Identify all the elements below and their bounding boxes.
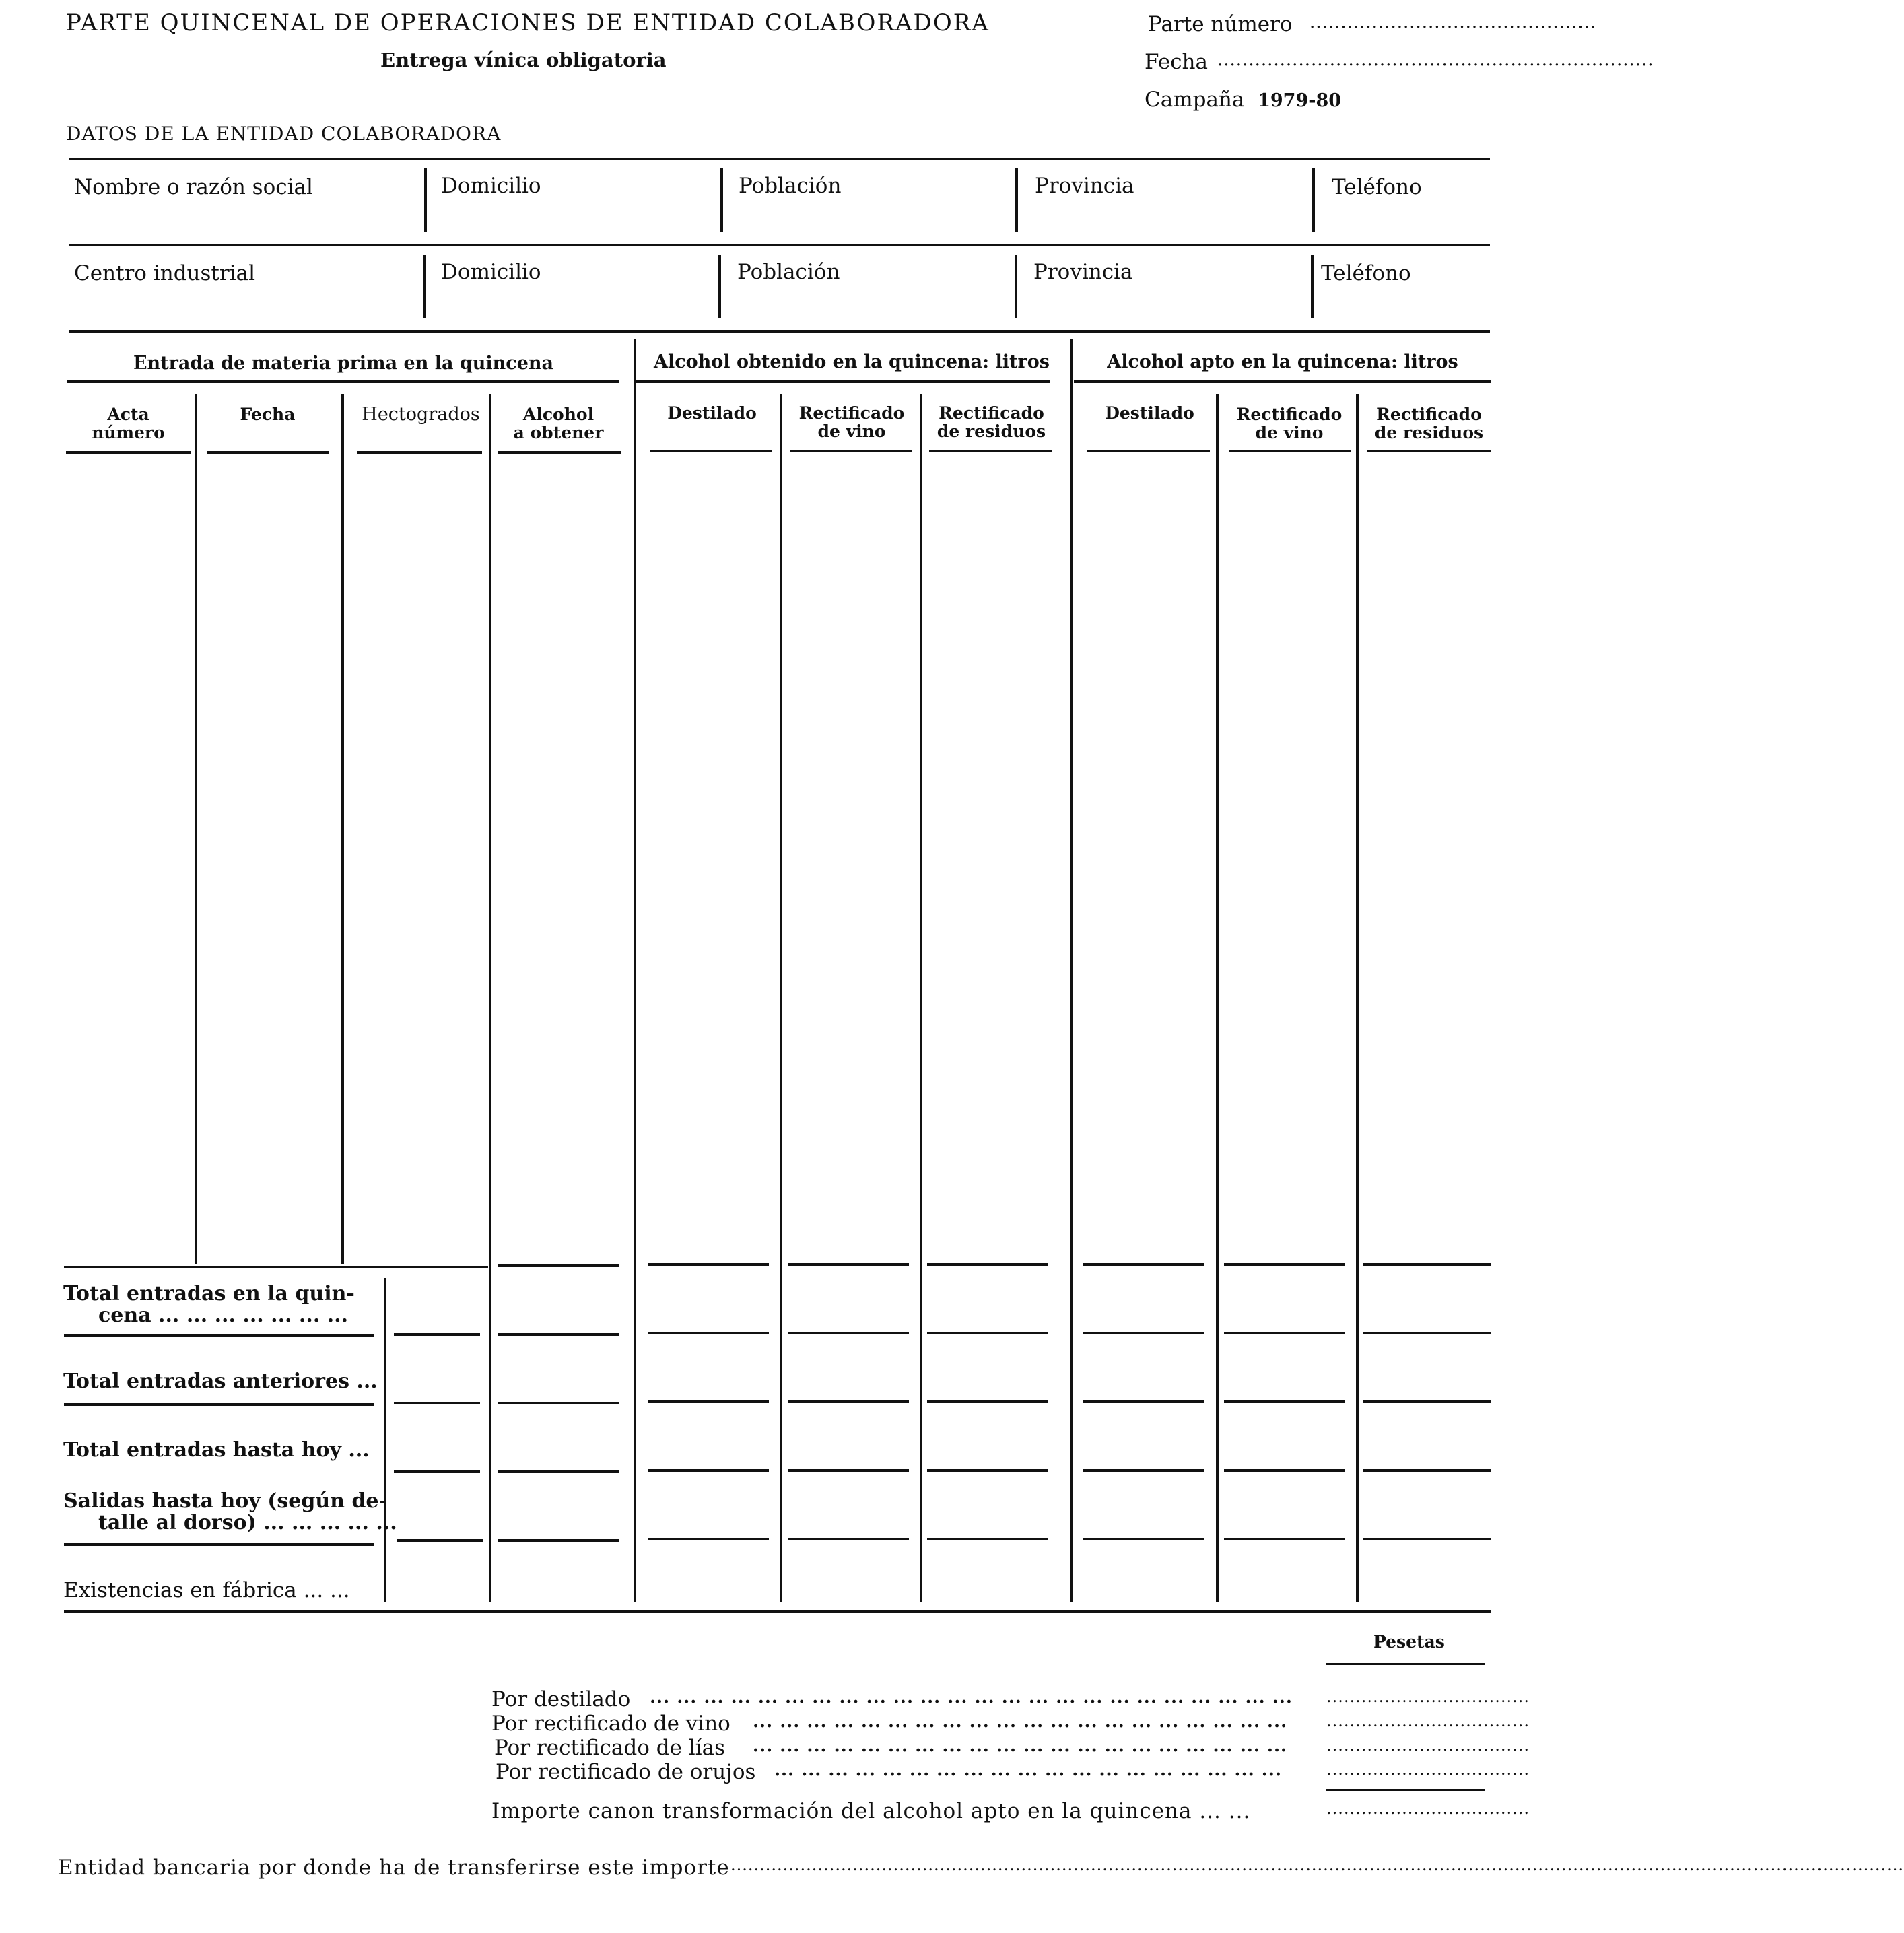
campana-label: Campaña 1979-80 — [1145, 88, 1342, 112]
form-title: PARTE QUINCENAL DE OPERACIONES DE ENTIDAD COLABORADORA — [66, 9, 990, 36]
plant-label[interactable]: Centro industrial — [74, 261, 256, 285]
row-rule — [498, 1470, 619, 1473]
row-rule — [788, 1263, 909, 1266]
col-header-apto-destilado: Destilado — [1105, 403, 1194, 423]
col-header-obt-rect-vino: Rectificado de vino — [798, 403, 905, 441]
row-rule — [648, 1400, 769, 1403]
row-rule — [927, 1263, 1048, 1266]
row-rule — [1083, 1332, 1204, 1334]
bank-field[interactable]: .......................................................................................................................................................................................................... — [730, 1856, 1904, 1874]
fecha-label: Fecha — [1145, 50, 1208, 74]
row-rule — [1083, 1469, 1204, 1472]
row-rule — [788, 1400, 909, 1403]
col-rule — [1087, 450, 1210, 452]
row-rule — [1224, 1332, 1345, 1334]
col-rule — [1367, 450, 1491, 452]
summary-salidas-label: Salidas hasta hoy (según de- talle al dorso) ... ... ... ... ... — [63, 1489, 397, 1534]
group-header-entrada: Entrada de materia prima en la quincena — [133, 353, 554, 374]
row-rule — [648, 1332, 769, 1334]
entity-name-label[interactable]: Nombre o razón social — [74, 175, 313, 199]
table-bottom-rule — [64, 1610, 1491, 1613]
col-rule — [790, 450, 912, 452]
row-rule — [64, 1543, 374, 1546]
leader-dots: ... ... ... ... ... ... ... ... ... ... ... ... ... ... ... ... ... ... ... — [774, 1760, 1282, 1780]
payment-line-rect-lias: Por rectificado de lías — [494, 1736, 725, 1760]
row-rule — [498, 1402, 619, 1404]
row-rule — [397, 1539, 483, 1542]
leader-dots: ... ... ... ... ... ... ... ... ... ... ... ... ... ... ... ... ... ... ... ... ... ... ... ... — [650, 1687, 1293, 1707]
parte-numero-field[interactable]: .............................................. — [1310, 12, 1597, 32]
row-rule — [1363, 1263, 1491, 1266]
row-rule — [1224, 1400, 1345, 1403]
row-rule — [64, 1403, 374, 1406]
summary-total-quincena-label: Total entradas en la quin- cena ... ... ... ... ... ... ... — [63, 1282, 355, 1327]
entity-top-rule — [69, 158, 1490, 160]
col-header-apto-rect-residuos: Rectificado de residuos — [1374, 405, 1484, 442]
row-rule — [1083, 1400, 1204, 1403]
plant-phone-label[interactable]: Teléfono — [1321, 261, 1411, 285]
total-canon-field[interactable]: ................................... — [1326, 1799, 1530, 1818]
divider — [1312, 168, 1315, 232]
row-rule — [1363, 1469, 1491, 1472]
col-rule — [929, 450, 1052, 452]
group-rule — [636, 380, 1050, 383]
group-rule — [1074, 380, 1491, 383]
row-rule — [1224, 1263, 1345, 1266]
amount-rect-orujos-field[interactable]: ................................... — [1326, 1760, 1530, 1779]
row-rule — [498, 1333, 619, 1336]
col-rule — [357, 451, 482, 454]
entry-area[interactable] — [66, 456, 1491, 1261]
row-rule — [788, 1538, 909, 1540]
col-header-fecha: Fecha — [240, 405, 296, 424]
leader-dots: ... ... ... ... ... ... ... ... ... ... ... ... ... ... ... ... ... ... ... ... — [753, 1711, 1288, 1732]
group-rule — [67, 380, 619, 383]
col-header-apto-rect-vino: Rectificado de vino — [1236, 405, 1342, 442]
row-rule — [648, 1469, 769, 1472]
col-header-alcohol-obtener: Alcohol a obtener — [513, 405, 604, 442]
row-rule — [1083, 1263, 1204, 1266]
plant-town-label[interactable]: Población — [737, 260, 840, 284]
payment-line-destilado: Por destilado — [491, 1687, 631, 1711]
col-header-acta: Acta número — [92, 405, 165, 442]
entity-phone-label[interactable]: Teléfono — [1332, 175, 1422, 199]
col-rule — [66, 451, 191, 454]
row-rule — [788, 1469, 909, 1472]
row-rule — [1363, 1400, 1491, 1403]
divider — [1015, 168, 1018, 232]
table-top-rule — [69, 330, 1490, 333]
row-rule — [1363, 1538, 1491, 1540]
pesetas-label: Pesetas — [1373, 1632, 1445, 1652]
col-header-obt-rect-residuos: Rectificado de residuos — [937, 403, 1046, 441]
group-header-obtenido: Alcohol obtenido en la quincena: litros — [654, 351, 1050, 372]
divider — [718, 255, 721, 318]
row-rule — [394, 1470, 480, 1473]
col-header-obt-destilado: Destilado — [667, 403, 757, 423]
row-rule — [1224, 1538, 1345, 1540]
divider — [424, 168, 427, 232]
divider — [1311, 255, 1314, 318]
divider — [720, 168, 723, 232]
col-rule — [498, 451, 621, 454]
entity-province-label[interactable]: Provincia — [1035, 174, 1134, 198]
row-rule — [648, 1263, 769, 1266]
entity-address-label[interactable]: Domicilio — [441, 174, 541, 198]
summary-existencias-label: Existencias en fábrica ... ... — [63, 1578, 350, 1602]
fecha-field[interactable]: ...................................................................... — [1217, 50, 1654, 70]
summary-total-anteriores-label: Total entradas anteriores ... — [63, 1369, 378, 1393]
entity-section-title: DATOS DE LA ENTIDAD COLABORADORA — [66, 123, 502, 145]
payment-line-rect-vino: Por rectificado de vino — [491, 1711, 730, 1736]
row-rule — [394, 1333, 480, 1336]
row-rule — [927, 1400, 1048, 1403]
leader-dots: ... ... ... ... ... ... ... ... ... ... ... ... ... ... ... ... ... ... ... ... — [753, 1736, 1288, 1756]
form-subtitle: Entrega vínica obligatoria — [380, 48, 667, 71]
amount-rect-vino-field[interactable]: ................................... — [1326, 1711, 1530, 1730]
divider — [423, 255, 426, 318]
row-rule — [1363, 1332, 1491, 1334]
divider — [1015, 255, 1017, 318]
campana-value: 1979-80 — [1258, 90, 1342, 111]
row-rule — [64, 1266, 488, 1268]
group-header-apto: Alcohol apto en la quincena: litros — [1107, 351, 1458, 372]
sum-rule — [1326, 1789, 1485, 1791]
plant-province-label[interactable]: Provincia — [1033, 260, 1133, 284]
entity-middle-rule — [69, 244, 1490, 246]
row-rule — [64, 1334, 374, 1337]
row-rule — [648, 1538, 769, 1540]
row-rule — [927, 1332, 1048, 1334]
parte-numero-label: Parte número — [1148, 12, 1293, 36]
summary-total-hasta-hoy-label: Total entradas hasta hoy ... — [63, 1438, 370, 1462]
row-rule — [927, 1469, 1048, 1472]
row-rule — [1224, 1469, 1345, 1472]
row-rule — [927, 1538, 1048, 1540]
row-rule — [498, 1539, 619, 1542]
bank-label: Entidad bancaria por donde ha de transferirse este importe — [58, 1856, 730, 1880]
entity-town-label[interactable]: Población — [739, 174, 842, 198]
total-canon-label: Importe canon transformación del alcohol apto en la quincena ... ... — [491, 1799, 1251, 1823]
row-rule — [394, 1402, 480, 1404]
payment-line-rect-orujos: Por rectificado de orujos — [496, 1760, 756, 1784]
row-rule — [788, 1332, 909, 1334]
col-rule — [207, 451, 329, 454]
summary-divider — [384, 1278, 386, 1602]
amount-rect-lias-field[interactable]: ................................... — [1326, 1736, 1530, 1755]
col-header-hectogrados: Hectogrados — [362, 404, 480, 425]
pesetas-rule — [1326, 1663, 1485, 1665]
amount-destilado-field[interactable]: ................................... — [1326, 1687, 1530, 1706]
col-rule — [1229, 450, 1351, 452]
row-rule — [1083, 1538, 1204, 1540]
row-rule — [498, 1264, 619, 1267]
col-rule — [650, 450, 772, 452]
plant-address-label[interactable]: Domicilio — [441, 260, 541, 284]
